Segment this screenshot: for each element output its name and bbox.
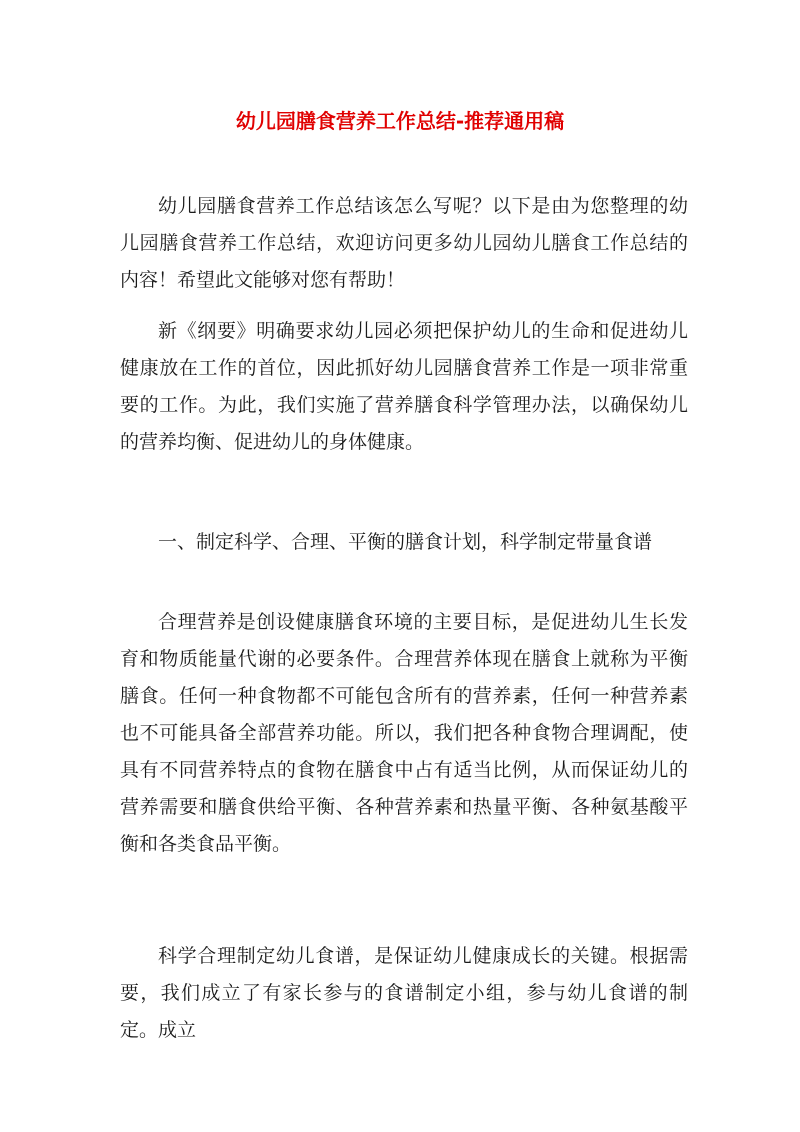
nutrition-paragraph: 合理营养是创设健康膳食环境的主要目标，是促进幼儿生长发育和物质能量代谢的必要条件。合理营养体现在膳食上就称为平衡膳食。任何一种食物都不可能包含所有的营养素，任何一种营养素也不可能具备全部营养功能。所以，我们把各种食物合理调配，使具有不同营养特点的食物在膳食中占有适当比例，从而保证幼儿的营养需要和膳食供给平衡、各种营养素和热量平衡、各种氨基酸平衡和各类食品平衡。 [120, 611, 688, 855]
intro-paragraph: 幼儿园膳食营养工作总结该怎么写呢？以下是由为您整理的幼儿园膳食营养工作总结，欢迎访问更多幼儿园幼儿膳食工作总结的内容！希望此文能够对您有帮助！ [120, 195, 688, 291]
outline-paragraph: 新《纲要》明确要求幼儿园必须把保护幼儿的生命和促进幼儿健康放在工作的首位，因此抓好幼儿园膳食营养工作是一项非常重要的工作。为此，我们实施了营养膳食科学管理办法，以确保幼儿的营养均衡、促进幼儿的身体健康。 [120, 320, 688, 453]
document-title: 幼儿园膳食营养工作总结-推荐通用稿 [235, 109, 565, 133]
section-heading: 一、制定科学、合理、平衡的膳食计划，科学制定带量食谱 [158, 531, 653, 553]
recipe-paragraph: 科学合理制定幼儿食谱，是保证幼儿健康成长的关键。根据需要，我们成立了有家长参与的食谱制定小组，参与幼儿食谱的制定。成立 [120, 945, 688, 1041]
